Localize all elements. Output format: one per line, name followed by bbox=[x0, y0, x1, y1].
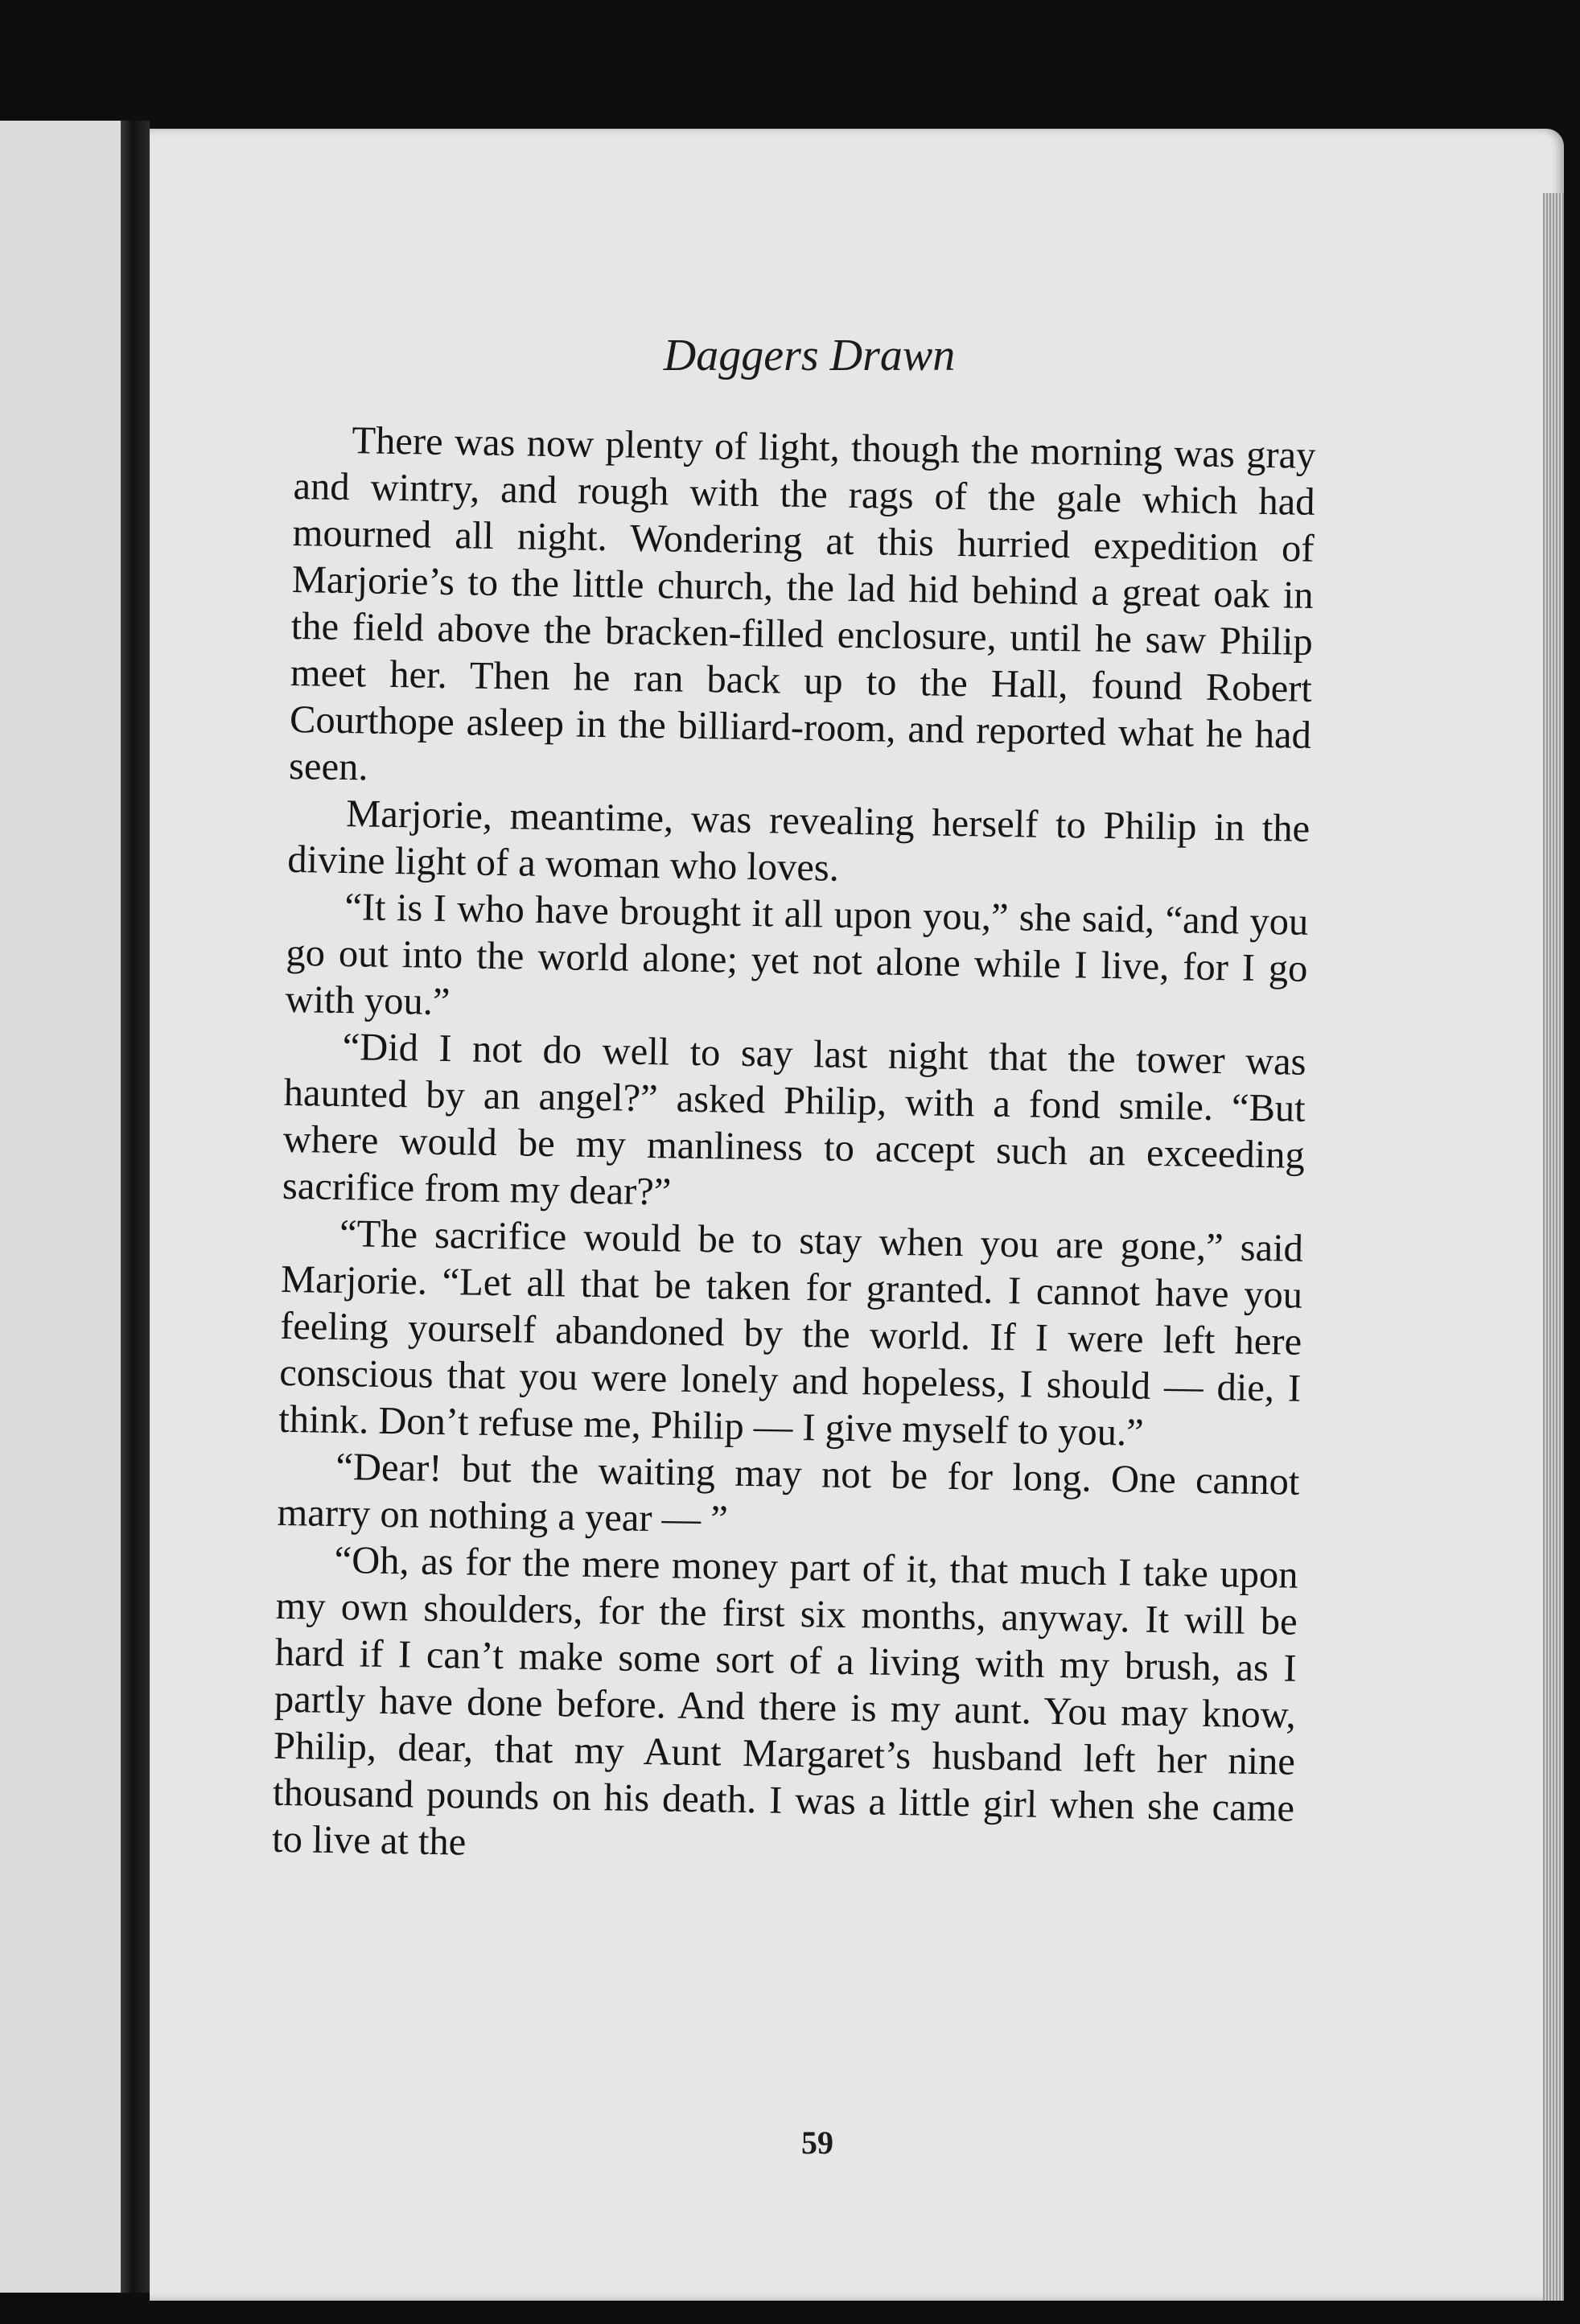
paragraph: “Did I not do well to say last night that the tower was haunted by an angel?” asked Philip, with a fond smile. “But where would be my manliness to accept such an exceeding sacrifice from my dear?” bbox=[282, 1026, 1306, 1214]
paragraph: Marjorie, meantime, was revealing herself to Philip in the divine light of a woman who loves. bbox=[286, 792, 1310, 890]
page-number: 59 bbox=[801, 2125, 833, 2161]
paragraph: “Dear! but the waiting may not be for long. One cannot marry on nothing a year — ” bbox=[277, 1445, 1300, 1541]
paragraph: There was now plenty of light, though the morning was gray and wintry, and rough with the rags of the gale which had mourned all night. Wondering at this hurried expedition of Marjorie’s to the little church, the lad hid behind a great oak in the field above the bracken-filled enclosure, until he saw Philip meet her. Then he ran back up to the Hall, found Robert Courthope asleep in the billiard-room, and reported what he had seen. bbox=[288, 419, 1316, 789]
book-gutter bbox=[121, 121, 150, 2293]
page-stack-edge bbox=[1543, 193, 1564, 2301]
paragraph: “Oh, as for the mere money part of it, that much I take upon my own shoulders, for the first six months, anyway. It will be hard if I can’t make some sort of a living with my brush, as I partly have done before. And there is my aunt. You may know, Philip, dear, that my Aunt Margaret’s husband left her nine thousand pounds on his death. I was a little girl when she came to live at the bbox=[271, 1538, 1298, 1864]
body-text bbox=[272, 417, 1316, 1879]
adjacent-page-edge bbox=[0, 121, 121, 2293]
paragraph: “It is I who have brought it all upon you,” she said, “and you go out into the world alone; yet not alone while I live, for I go with you.” bbox=[285, 886, 1309, 1024]
running-head: Daggers Drawn bbox=[663, 331, 956, 380]
paragraph: “The sacrifice would be to stay when you are gone,” said Marjorie. “Let all that be taken for granted. I cannot have you feeling yourself abandoned by the world. If I were left here conscious that you were lonely and hopeless, I should — die, I think. Don’t refuse me, Philip — I give myself to you.” bbox=[278, 1212, 1304, 1454]
book-page bbox=[150, 129, 1564, 2301]
